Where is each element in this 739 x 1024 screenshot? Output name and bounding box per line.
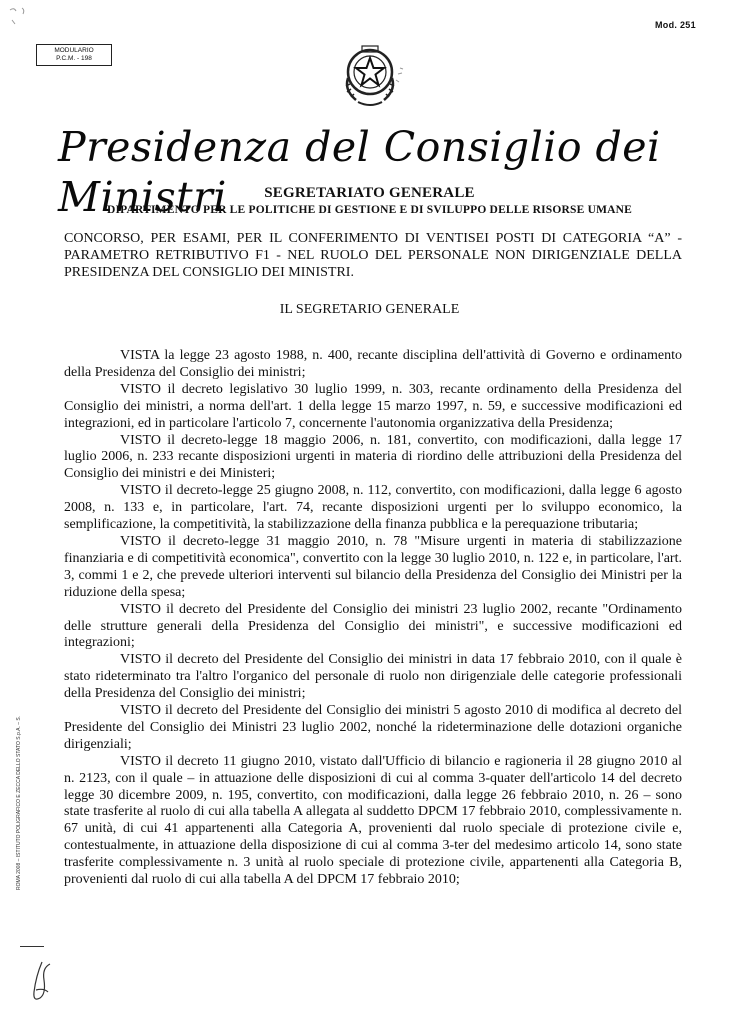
- paragraph: VISTO il decreto-legge 31 maggio 2010, n. 78 "Misure urgenti in materia di stabilizzazione finanziaria e di competitività economica", convertito con la legge 30 luglio 2010, n. 122 e, in particolare, l'art. 3, commi 1 e 2, che prevede ulteriori interventi sul bilancio della Presidenza del Consiglio dei Ministri per la riduzione della spesa;: [64, 533, 682, 600]
- paragraph: VISTO il decreto-legge 25 giugno 2008, n. 112, convertito, con modificazioni, dalla legge 6 agosto 2008, n. 133 e, in particolare, l'art. 74, recante disposizioni urgenti per lo sviluppo economico, la semplificazione, la competitività, la stabilizzazione della finanza pubblica e la perequazione tributaria;: [64, 483, 682, 533]
- signatory-heading: IL SEGRETARIO GENERALE: [279, 302, 460, 317]
- department-heading: DIPARTIMENTO PER LE POLITICHE DI GESTIONE E DI SVILUPPO DELLE RISORSE UMANE: [106, 204, 633, 216]
- presidency-title: Presidenza del Consiglio dei Ministri: [58, 123, 661, 221]
- paragraph: VISTO il decreto del Presidente del Consiglio dei ministri in data 17 febbraio 2010, con il quale è stato rideterminato tra l'altro l'organico del personale di ruolo non dirigenziale delle categorie professionali della Presidenza del Consiglio dei ministri;: [64, 652, 682, 702]
- paragraph: VISTA la legge 23 agosto 1988, n. 400, recante disciplina dell'attività di Governo e ordinamento della Presidenza del Consiglio dei ministri;: [64, 348, 682, 380]
- stamp-line-1: MODULARIO: [54, 47, 94, 54]
- paragraph: VISTO il decreto del Presidente del Consiglio dei ministri 5 agosto 2010 di modifica al decreto del Presidente del Consiglio dei Ministri 23 luglio 2002, nonché la rideterminazione delle dotazioni organiche dirigenziali;: [64, 703, 682, 752]
- paragraph: VISTO il decreto legislativo 30 luglio 1999, n. 303, recante ordinamento della Presidenza del Consiglio dei ministri, a norma dell'art. 1 della legge 15 marzo 1997, n. 59, e successive modificazioni ed integrazioni, ed in particolare l'articolo 7, concernente l'autonomia organizzativa della Presidenza;: [64, 381, 682, 431]
- competition-title: CONCORSO, PER ESAMI, PER IL CONFERIMENTO DI VENTISEI POSTI DI CATEGORIA “A” - PARAMETRO RETRIBUTIVO F1 - NEL RUOLO DEL PERSONALE NON DIRIGENZIALE DELLA PRESIDENZA DEL CONSIGLIO DEI MINISTRI.: [64, 231, 682, 280]
- form-code: Mod. 251: [655, 20, 696, 30]
- side-note-text: ROMA 2008 – ISTITUTO POLIGRAFICO E ZECCA DELLO STATO S.p.A. – S.: [16, 715, 22, 890]
- republic-emblem-icon: [334, 38, 406, 110]
- handwritten-initial: [28, 960, 54, 1008]
- paragraph: VISTO il decreto-legge 18 maggio 2006, n. 181, convertito, con modificazioni, dalla legge 17 luglio 2006, n. 233 recante disposizioni urgenti in materia di riordino delle attribuzioni della Presidenza del Consiglio dei ministri e dei Ministeri;: [64, 432, 682, 482]
- paragraph: VISTO il decreto 11 giugno 2010, vistato dall'Ufficio di bilancio e ragioneria il 28 giugno 2010 al n. 2123, con il quale – in attuazione delle disposizioni di cui al comma 3-quater dell'articolo 14 del decreto legge 30 dicembre 2009, n. 195, convertito, con modificazioni, dalla legge 26 febbraio 2010, n. 26 – sono state trasferite al ruolo di cui alla tabella A allegata al suddetto DPCM 17 febbraio 2010, complessivamente n. 67 unità, di cui 41 appartenenti alla Categoria A, provenienti dal ruolo speciale di protezione civile e, contestualmente, in attuazione della disposizione di cui al comma 3-ter del medesimo articolo 14, sono state trasferite complessivamente n. 3 unità al ruolo speciale di protezione civile, appartenenti alla Categoria B, provenienti dal ruolo di cui alla tabella A del DPCM 17 febbraio 2010;: [64, 753, 682, 888]
- margin-rule: [20, 946, 44, 947]
- paragraph: VISTO il decreto del Presidente del Consiglio dei ministri 23 luglio 2002, recante "Ordinamento delle strutture generali della Presidenza del Consiglio dei ministri", e successive modificazioni ed integrazioni;: [64, 601, 682, 651]
- corner-scribble: [6, 4, 36, 34]
- modulario-stamp: [36, 44, 112, 66]
- document-body: [64, 348, 682, 889]
- secretariat-heading: SEGRETARIATO GENERALE: [264, 185, 475, 201]
- stamp-line-2: P.C.M. - 198: [56, 55, 92, 62]
- printer-side-note: [16, 690, 30, 890]
